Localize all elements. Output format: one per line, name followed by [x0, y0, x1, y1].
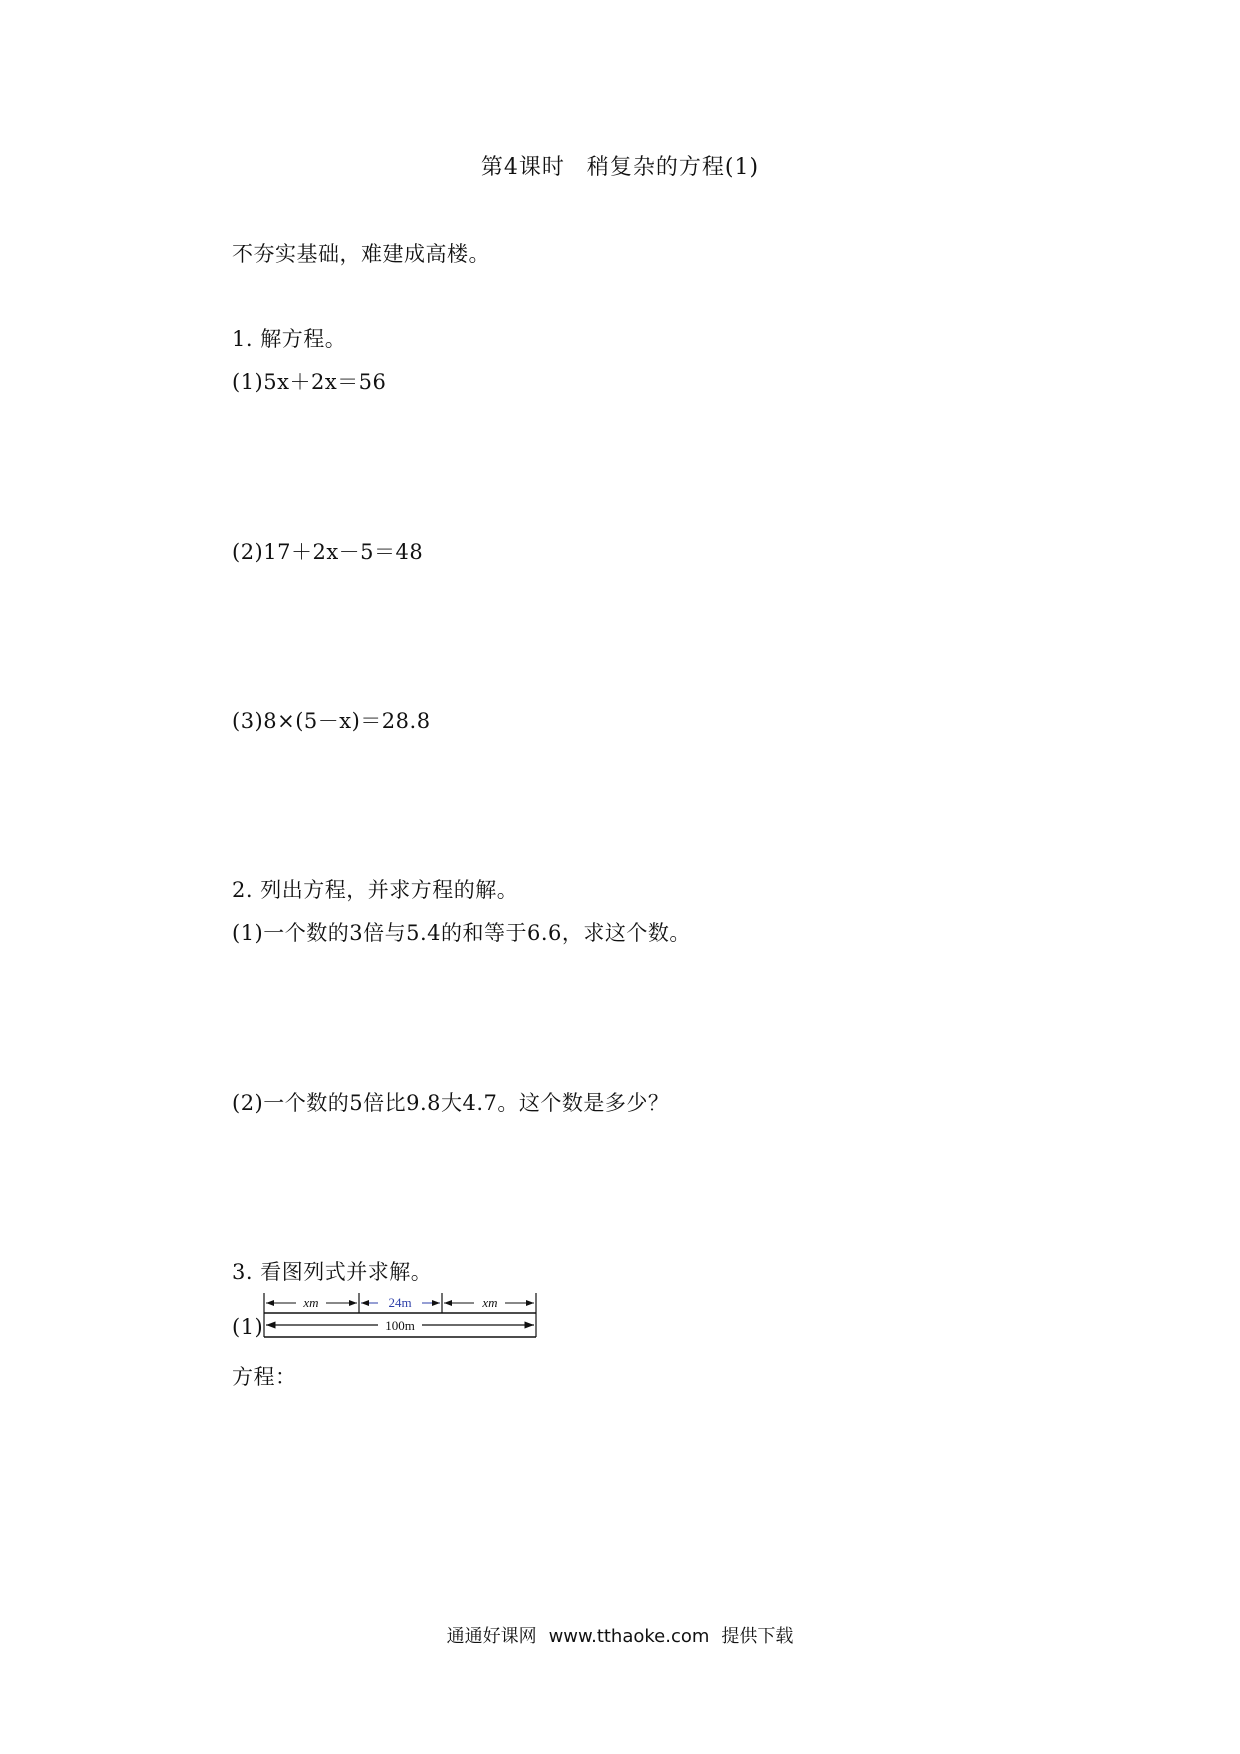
- footer-suffix: 提供下载: [721, 1626, 794, 1647]
- lesson-number: 第4课时: [480, 155, 565, 180]
- question-1-heading: 1. 解方程。: [232, 327, 347, 351]
- item-label: (1): [232, 921, 264, 945]
- question-2-1: [232, 917, 691, 947]
- question-2-heading: 2. 列出方程，并求方程的解。: [232, 878, 519, 902]
- footer: [0, 1622, 1240, 1648]
- question-text: 一个数的5倍比9.8大4.7。这个数是多少？: [263, 1091, 670, 1115]
- equation: 17＋2x－5＝48: [263, 540, 424, 564]
- equation-label: 方程：: [232, 1365, 297, 1389]
- item-label: (2): [232, 540, 264, 564]
- item-label: (2): [232, 1091, 264, 1115]
- segment-diagram: [262, 1291, 544, 1343]
- page-title: [0, 150, 1240, 181]
- question-3-1-label: (1): [232, 1315, 264, 1339]
- lesson-topic: 稍复杂的方程(1): [586, 155, 760, 180]
- question-3-heading: 3. 看图列式并求解。: [232, 1260, 433, 1284]
- equation: 5x＋2x＝56: [263, 370, 387, 394]
- question-2-2: [232, 1087, 669, 1117]
- item-label: (1): [232, 370, 264, 394]
- left-segment-label: xm: [303, 1295, 319, 1310]
- item-label: (3): [232, 709, 264, 733]
- question-1-3: [232, 705, 431, 735]
- footer-site-name: 通通好课网: [446, 1626, 537, 1647]
- question-1-1: [232, 366, 386, 396]
- motto: 不夯实基础，难建成高楼。: [232, 242, 490, 266]
- middle-segment-label: 24m: [388, 1295, 412, 1310]
- question-1-2: [232, 536, 423, 566]
- equation: 8×(5－x)＝28.8: [263, 709, 431, 733]
- right-segment-label: xm: [482, 1295, 498, 1310]
- question-text: 一个数的3倍与5.4的和等于6.6，求这个数。: [263, 921, 691, 945]
- total-label: 100m: [385, 1318, 415, 1333]
- footer-url[interactable]: www.tthaoke.com: [548, 1626, 710, 1647]
